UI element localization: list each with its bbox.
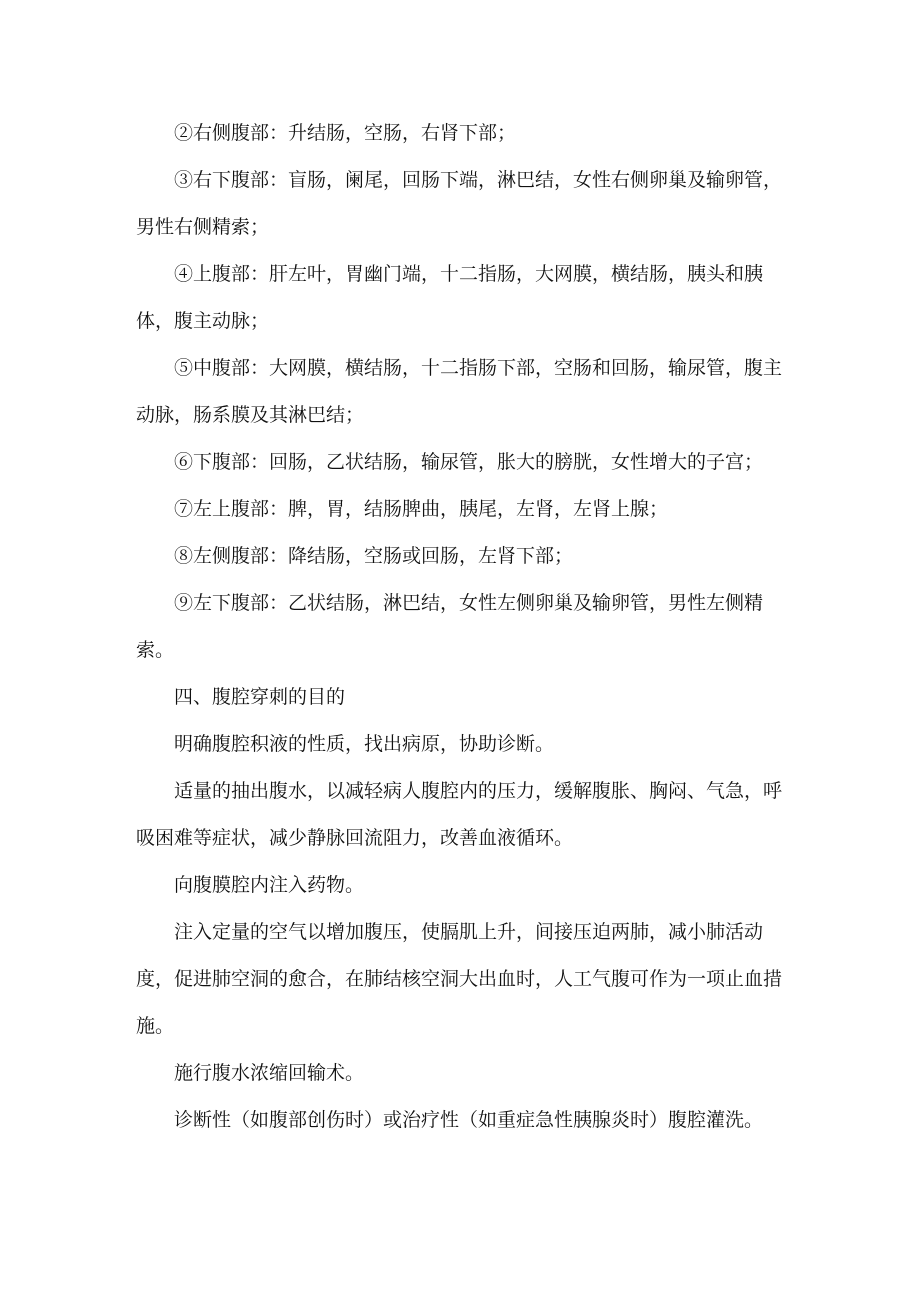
purpose-paragraph: 施行腹水浓缩回输术。: [174, 1062, 365, 1084]
paragraph-right-lower-abdomen: ③右下腹部：盲肠，阑尾，回肠下端，淋巴结，女性右侧卵巢及输卵管，男性右侧精索；: [136, 169, 783, 238]
purpose-paragraph: 注入定量的空气以增加腹压，使膈肌上升，间接压迫两肺，减小肺活动度，促进肺空洞的愈合，在肺结核空洞大出血时，人工气腹可作为一项止血措施。: [136, 921, 783, 1037]
paragraph-left-upper-abdomen: ⑦左上腹部：脾，胃，结肠脾曲，胰尾，左肾，左肾上腺；: [174, 498, 669, 520]
purpose-paragraph: 向腹膜腔内注入药物。: [174, 874, 365, 896]
paragraph-left-lower-abdomen: ⑨左下腹部：乙状结肠，淋巴结，女性左侧卵巢及输卵管，男性左侧精索。: [136, 592, 764, 661]
paragraph-right-lateral-abdomen: ②右侧腹部：升结肠，空肠，右肾下部；: [174, 122, 517, 144]
paragraph-lower-abdomen: ⑥下腹部：回肠，乙状结肠，输尿管，胀大的膀胱，女性增大的子宫；: [174, 451, 764, 473]
purpose-paragraph: 明确腹腔积液的性质，找出病原，协助诊断。: [174, 733, 555, 755]
paragraph-upper-abdomen: ④上腹部：肝左叶，胃幽门端，十二指肠，大网膜，横结肠，胰头和胰体，腹主动脉；: [136, 263, 764, 332]
purpose-paragraph: 诊断性（如腹部创伤时）或治疗性（如重症急性胰腺炎时）腹腔灌洗。: [174, 1109, 764, 1131]
document-body: [136, 110, 796, 1144]
paragraph-left-lateral-abdomen: ⑧左侧腹部：降结肠，空肠或回肠，左肾下部；: [174, 545, 574, 567]
section-heading: 四、腹腔穿刺的目的: [174, 686, 346, 708]
purpose-paragraph: 适量的抽出腹水，以减轻病人腹腔内的压力，缓解腹胀、胸闷、气急，呼吸困难等症状，减少静脉回流阻力，改善血液循环。: [136, 780, 783, 849]
paragraph-middle-abdomen: ⑤中腹部：大网膜，横结肠，十二指肠下部，空肠和回肠，输尿管，腹主动脉，肠系膜及其淋巴结；: [136, 357, 783, 426]
